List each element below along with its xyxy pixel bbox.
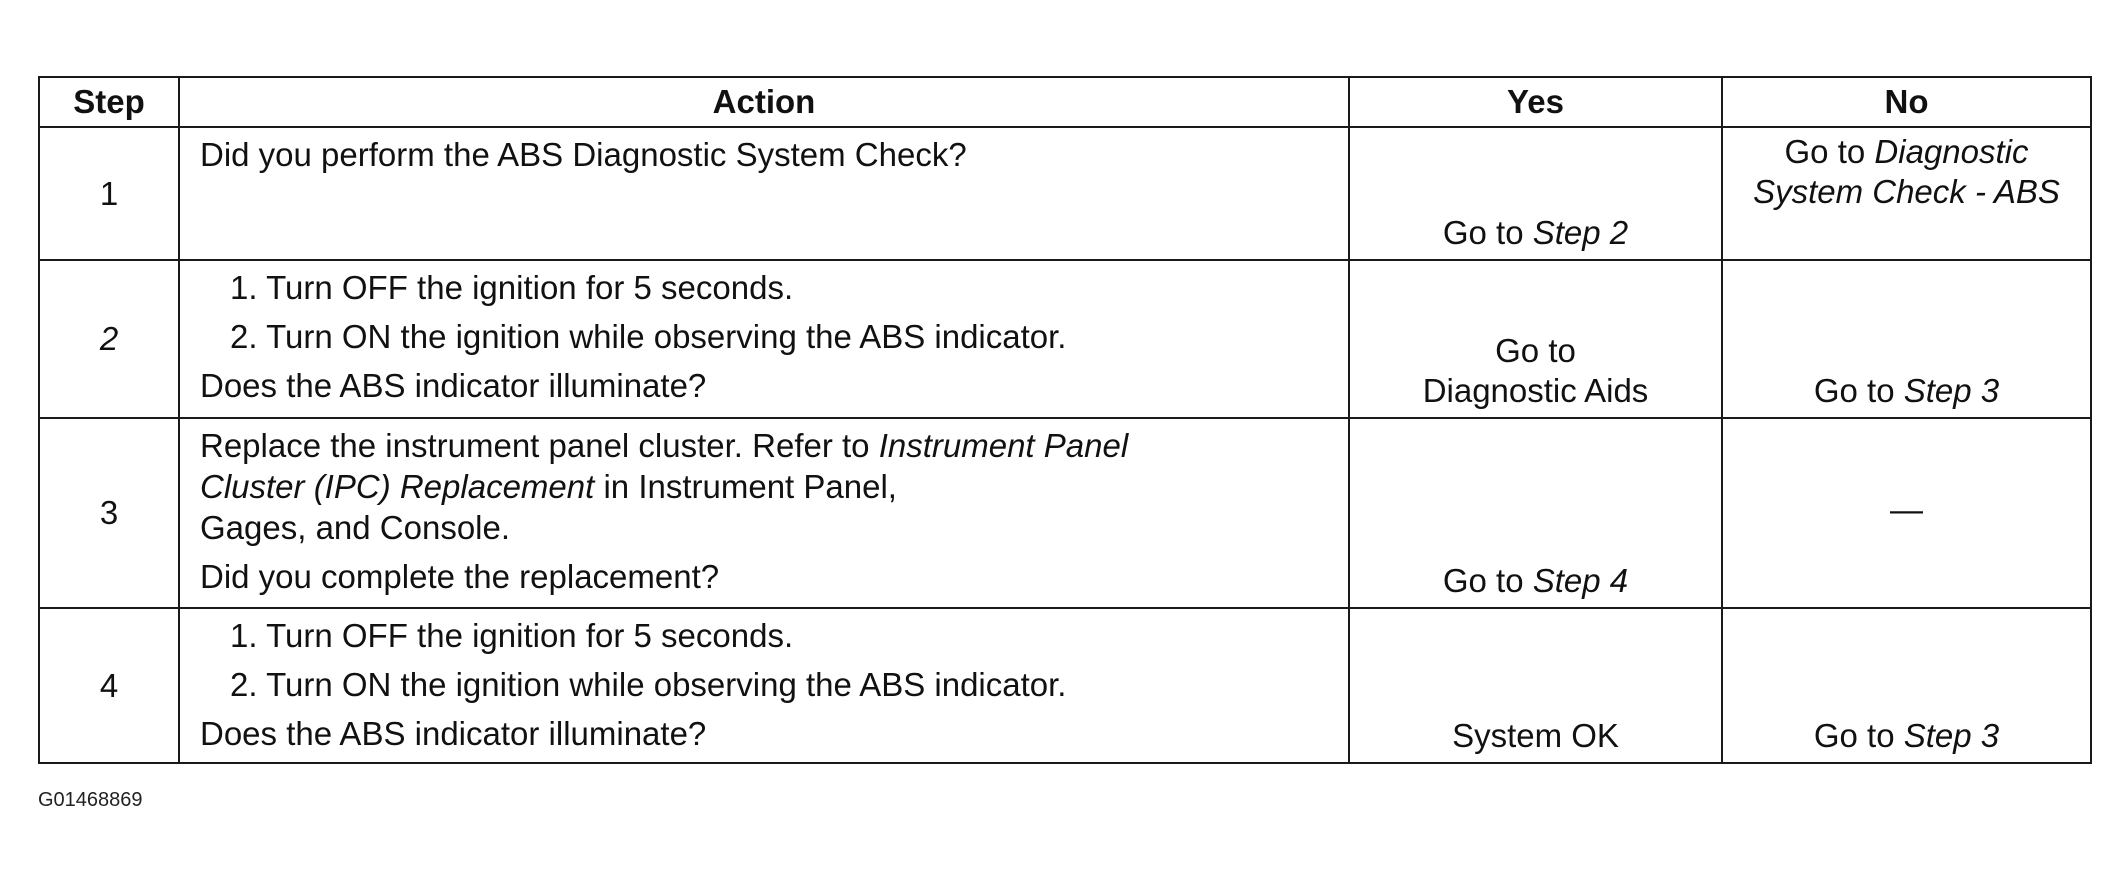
- action-text: Did you perform the ABS Diagnostic System Check?: [200, 136, 967, 173]
- action-reference-link[interactable]: Instrument Panel: [878, 427, 1129, 464]
- no-cell: [1722, 260, 2091, 418]
- table-row: [39, 260, 2091, 418]
- no-link-continued[interactable]: System Check - ABS: [1753, 173, 2060, 210]
- step-number: 1: [39, 127, 179, 260]
- table-row: [39, 418, 2091, 608]
- no-cell: [1722, 418, 2091, 608]
- action-question: Does the ABS indicator illuminate?: [200, 715, 707, 752]
- yes-prefix: Go to: [1442, 214, 1533, 251]
- action-list-item: 1. Turn OFF the ignition for 5 seconds.: [230, 269, 794, 306]
- yes-cell: [1349, 260, 1722, 418]
- yes-cell: [1349, 418, 1722, 608]
- yes-result: System OK: [1452, 717, 1619, 754]
- yes-line2[interactable]: Diagnostic Aids: [1422, 372, 1649, 409]
- action-text: Replace the instrument panel cluster. Refer to: [200, 427, 879, 464]
- yes-link[interactable]: Step 4: [1532, 562, 1629, 599]
- no-prefix: Go to: [1813, 372, 1904, 409]
- action-text: Gages, and Console.: [200, 509, 511, 546]
- yes-cell: [1349, 608, 1722, 763]
- action-list-item: 1. Turn OFF the ignition for 5 seconds.: [230, 617, 794, 654]
- no-link[interactable]: Step 3: [1903, 372, 2000, 409]
- yes-prefix: Go to: [1442, 562, 1533, 599]
- no-prefix: Go to: [1813, 717, 1904, 754]
- header-step: Step: [39, 77, 179, 127]
- graphic-id: G01468869: [38, 789, 143, 811]
- no-cell: [1722, 608, 2091, 763]
- action-list-item: 2. Turn ON the ignition while observing the ABS indicator.: [230, 318, 1067, 355]
- action-cell: [179, 608, 1349, 763]
- action-line: [180, 425, 1348, 466]
- action-question: Did you complete the replacement?: [200, 558, 720, 595]
- header-action: Action: [179, 77, 1349, 127]
- action-cell: [179, 260, 1349, 418]
- action-question: Does the ABS indicator illuminate?: [200, 367, 707, 404]
- action-cell: [179, 127, 1349, 260]
- no-link[interactable]: Step 3: [1903, 717, 2000, 754]
- action-reference-link[interactable]: Cluster (IPC) Replacement: [200, 468, 595, 505]
- action-text: in Instrument Panel,: [594, 468, 897, 505]
- header-yes: Yes: [1349, 77, 1722, 127]
- diagnostic-table: [38, 76, 2092, 764]
- yes-line1: Go to: [1495, 332, 1576, 369]
- action-cell: [179, 418, 1349, 608]
- no-cell: [1722, 127, 2091, 260]
- table-row: [39, 608, 2091, 763]
- no-dash: —: [1890, 491, 1923, 528]
- yes-cell: [1349, 127, 1722, 260]
- table-row: [39, 127, 2091, 260]
- yes-link[interactable]: Step 2: [1532, 214, 1629, 251]
- header-no: No: [1722, 77, 2091, 127]
- no-prefix: Go to: [1784, 133, 1875, 170]
- step-number: 4: [39, 608, 179, 763]
- step-number: 2: [39, 260, 179, 418]
- action-list-item: 2. Turn ON the ignition while observing the ABS indicator.: [230, 666, 1067, 703]
- table-header-row: [39, 77, 2091, 127]
- no-link[interactable]: Diagnostic: [1874, 133, 2029, 170]
- action-line: [180, 466, 1348, 507]
- step-number: 3: [39, 418, 179, 608]
